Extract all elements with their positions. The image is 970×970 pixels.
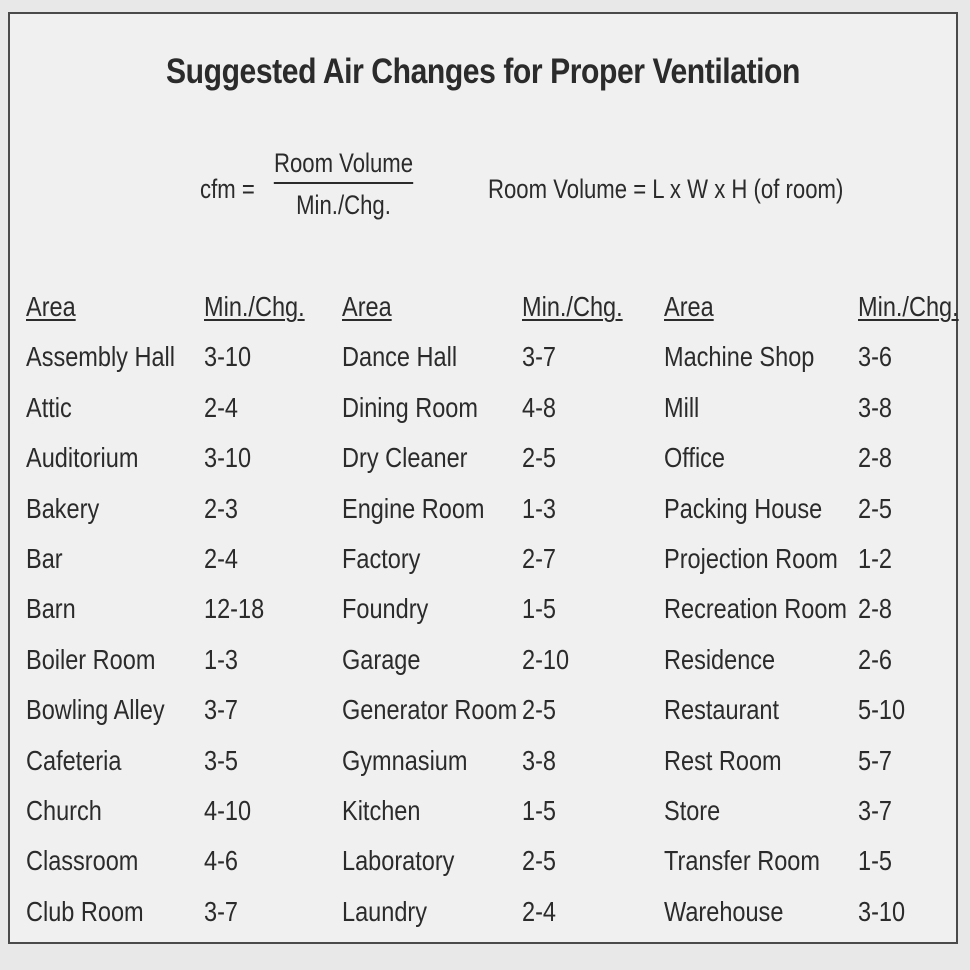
- min-chg-cell: 3-7: [522, 341, 556, 373]
- min-chg-cell: 4-6: [204, 845, 238, 877]
- area-header: Area: [342, 291, 392, 322]
- min-chg-column-1: [204, 282, 324, 937]
- area-cell: Dance Hall: [342, 341, 458, 373]
- min-chg-cell: 1-3: [204, 643, 238, 675]
- min-chg-cell: 5-10: [858, 694, 906, 726]
- area-cell: Cafeteria: [26, 744, 122, 776]
- min-chg-cell: 1-5: [858, 845, 892, 877]
- min-chg-column-3: [858, 282, 970, 937]
- min-chg-cell: 1-5: [522, 593, 556, 625]
- min-chg-cell: 5-7: [858, 744, 892, 776]
- min-chg-cell: 2-5: [522, 845, 556, 877]
- min-chg-cell: 2-6: [858, 643, 892, 675]
- min-chg-cell: 3-7: [204, 895, 238, 927]
- area-cell: Office: [664, 442, 726, 474]
- fraction-bar: [274, 182, 413, 184]
- min-chg-cell: 3-8: [522, 744, 556, 776]
- min-chg-cell: 3-8: [858, 391, 892, 423]
- min-chg-header: Min./Chg.: [204, 291, 305, 322]
- min-chg-cell: 2-8: [858, 442, 892, 474]
- formula-fraction: [274, 146, 413, 222]
- area-cell: Recreation Room: [664, 593, 848, 625]
- min-chg-cell: 2-5: [858, 492, 892, 524]
- area-column-1: [26, 282, 203, 937]
- area-cell: Attic: [26, 391, 72, 423]
- min-chg-cell: 12-18: [204, 593, 265, 625]
- min-chg-cell: 3-7: [204, 694, 238, 726]
- min-chg-cell: 3-6: [858, 341, 892, 373]
- area-cell: Mill: [664, 391, 700, 423]
- min-chg-cell: 2-4: [522, 895, 556, 927]
- area-cell: Garage: [342, 643, 421, 675]
- area-header: Area: [664, 291, 714, 322]
- area-cell: Projection Room: [664, 542, 838, 574]
- area-cell: Bowling Alley: [26, 694, 165, 726]
- min-chg-cell: 3-10: [204, 341, 252, 373]
- page-title: Suggested Air Changes for Proper Ventilation: [166, 52, 800, 91]
- min-chg-cell: 2-10: [522, 643, 570, 675]
- area-header: Area: [26, 291, 76, 322]
- min-chg-cell: 2-5: [522, 442, 556, 474]
- area-column-2: [342, 282, 551, 937]
- min-chg-cell: 1-3: [522, 492, 556, 524]
- area-cell: Factory: [342, 542, 421, 574]
- min-chg-cell: 2-4: [204, 542, 238, 574]
- area-cell: Restaurant: [664, 694, 780, 726]
- area-cell: Dry Cleaner: [342, 442, 468, 474]
- min-chg-column-2: [522, 282, 642, 937]
- area-cell: Gymnasium: [342, 744, 468, 776]
- area-cell: Transfer Room: [664, 845, 820, 877]
- min-chg-cell: 4-8: [522, 391, 556, 423]
- area-cell: Packing House: [664, 492, 823, 524]
- area-cell: Engine Room: [342, 492, 485, 524]
- formula-denominator: Min./Chg.: [296, 190, 391, 220]
- formula-lhs: cfm =: [200, 174, 255, 204]
- area-cell: Barn: [26, 593, 76, 625]
- min-chg-cell: 2-3: [204, 492, 238, 524]
- area-cell: Auditorium: [26, 442, 139, 474]
- area-cell: Church: [26, 794, 102, 826]
- ventilation-table-sheet: [8, 12, 958, 944]
- min-chg-cell: 3-5: [204, 744, 238, 776]
- min-chg-cell: 2-8: [858, 593, 892, 625]
- area-cell: Kitchen: [342, 794, 421, 826]
- min-chg-cell: 1-5: [522, 794, 556, 826]
- formula-numerator: Room Volume: [273, 148, 414, 178]
- area-cell: Assembly Hall: [26, 341, 176, 373]
- area-cell: Store: [664, 794, 721, 826]
- min-chg-cell: 3-7: [858, 794, 892, 826]
- area-cell: Club Room: [26, 895, 144, 927]
- min-chg-cell: 4-10: [204, 794, 252, 826]
- area-cell: Generator Room: [342, 694, 518, 726]
- area-cell: Laboratory: [342, 845, 455, 877]
- area-cell: Warehouse: [664, 895, 784, 927]
- area-cell: Residence: [664, 643, 776, 675]
- min-chg-cell: 2-7: [522, 542, 556, 574]
- min-chg-cell: 1-2: [858, 542, 892, 574]
- min-chg-header: Min./Chg.: [522, 291, 623, 322]
- area-cell: Dining Room: [342, 391, 478, 423]
- area-cell: Bar: [26, 542, 63, 574]
- area-cell: Foundry: [342, 593, 429, 625]
- area-cell: Bakery: [26, 492, 100, 524]
- min-chg-cell: 2-4: [204, 391, 238, 423]
- area-cell: Machine Shop: [664, 341, 815, 373]
- room-volume-formula: Room Volume = L x W x H (of room): [488, 174, 844, 204]
- min-chg-cell: 3-10: [204, 442, 252, 474]
- area-cell: Boiler Room: [26, 643, 156, 675]
- area-cell: Laundry: [342, 895, 427, 927]
- min-chg-cell: 3-10: [858, 895, 906, 927]
- area-cell: Classroom: [26, 845, 139, 877]
- area-cell: Rest Room: [664, 744, 782, 776]
- min-chg-cell: 2-5: [522, 694, 556, 726]
- area-column-3: [664, 282, 882, 937]
- min-chg-header: Min./Chg.: [858, 291, 959, 322]
